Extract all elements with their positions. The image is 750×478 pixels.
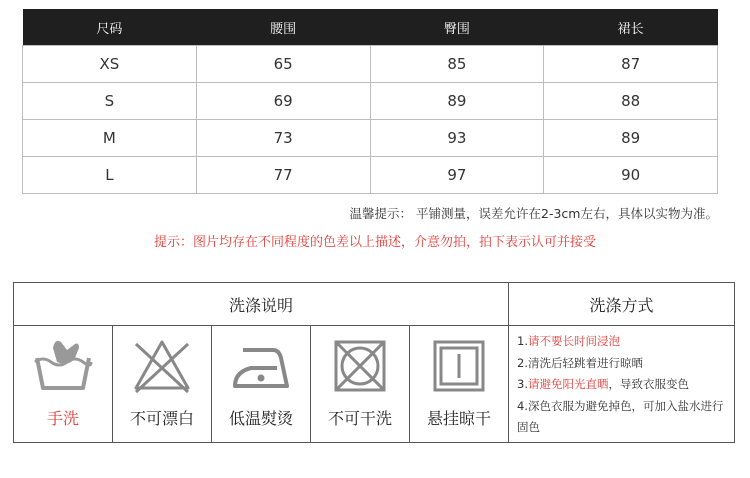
care-methods-list — [517, 331, 729, 439]
header-size: 尺码 — [23, 9, 197, 46]
care-instructions-title: 洗涤说明 — [14, 283, 509, 326]
cell-hip: 85 — [370, 46, 544, 83]
hang-dry-icon — [427, 336, 491, 396]
care-cell-low-iron — [212, 326, 311, 442]
color-difference-notice: 提示：图片均存在不同程度的色差以上描述，介意勿拍，拍下表示认可并接受 — [153, 235, 596, 250]
cell-hip: 93 — [370, 120, 544, 157]
cell-size: M — [23, 120, 197, 157]
table-row — [23, 83, 718, 120]
header-waist: 腰围 — [196, 9, 370, 46]
header-length: 裙长 — [544, 9, 718, 46]
cell-size: L — [23, 157, 197, 194]
no-dry-clean-icon — [328, 336, 392, 396]
list-item: 1.请不要长时间浸泡 — [517, 334, 620, 348]
measurement-note: 温馨提示： 平铺测量，误差允许在2-3cm左右，具体以实物为准。 — [349, 206, 718, 221]
cell-waist: 65 — [196, 46, 370, 83]
list-item: 2.清洗后轻跳着进行晾晒 — [517, 355, 643, 370]
table-row — [23, 46, 718, 83]
cell-length: 90 — [544, 157, 718, 194]
care-label: 低温熨烫 — [228, 409, 293, 428]
care-label: 悬挂晾干 — [426, 409, 491, 428]
table-row — [23, 120, 718, 157]
table-row — [23, 157, 718, 194]
care-methods-title: 洗涤方式 — [509, 283, 734, 326]
cell-waist: 69 — [196, 83, 370, 120]
no-bleach-icon — [130, 336, 194, 396]
cell-size: XS — [23, 46, 197, 83]
care-table — [13, 282, 735, 443]
care-cell-no-bleach — [113, 326, 212, 442]
cell-length: 88 — [544, 83, 718, 120]
list-item: 3.请避免阳光直晒，导致衣服变色 — [517, 377, 689, 391]
cell-waist: 77 — [196, 157, 370, 194]
size-table — [22, 9, 718, 194]
cell-length: 89 — [544, 120, 718, 157]
care-cell-hand-wash — [14, 326, 113, 442]
header-hip: 臀围 — [370, 9, 544, 46]
cell-hip: 97 — [370, 157, 544, 194]
cell-size: S — [23, 83, 197, 120]
care-cell-no-dry-clean — [311, 326, 410, 442]
care-label: 不可干洗 — [327, 409, 392, 428]
cell-waist: 73 — [196, 120, 370, 157]
cell-length: 87 — [544, 46, 718, 83]
care-cell-hang-dry — [410, 326, 509, 442]
size-table-header — [23, 9, 718, 46]
low-iron-icon — [229, 336, 293, 396]
hand-wash-icon — [31, 336, 95, 396]
care-label: 不可漂白 — [129, 409, 194, 428]
care-label: 手洗 — [46, 409, 79, 428]
list-item: 4.深色衣服为避免掉色，可加入盐水进行固色 — [517, 398, 724, 434]
cell-hip: 89 — [370, 83, 544, 120]
